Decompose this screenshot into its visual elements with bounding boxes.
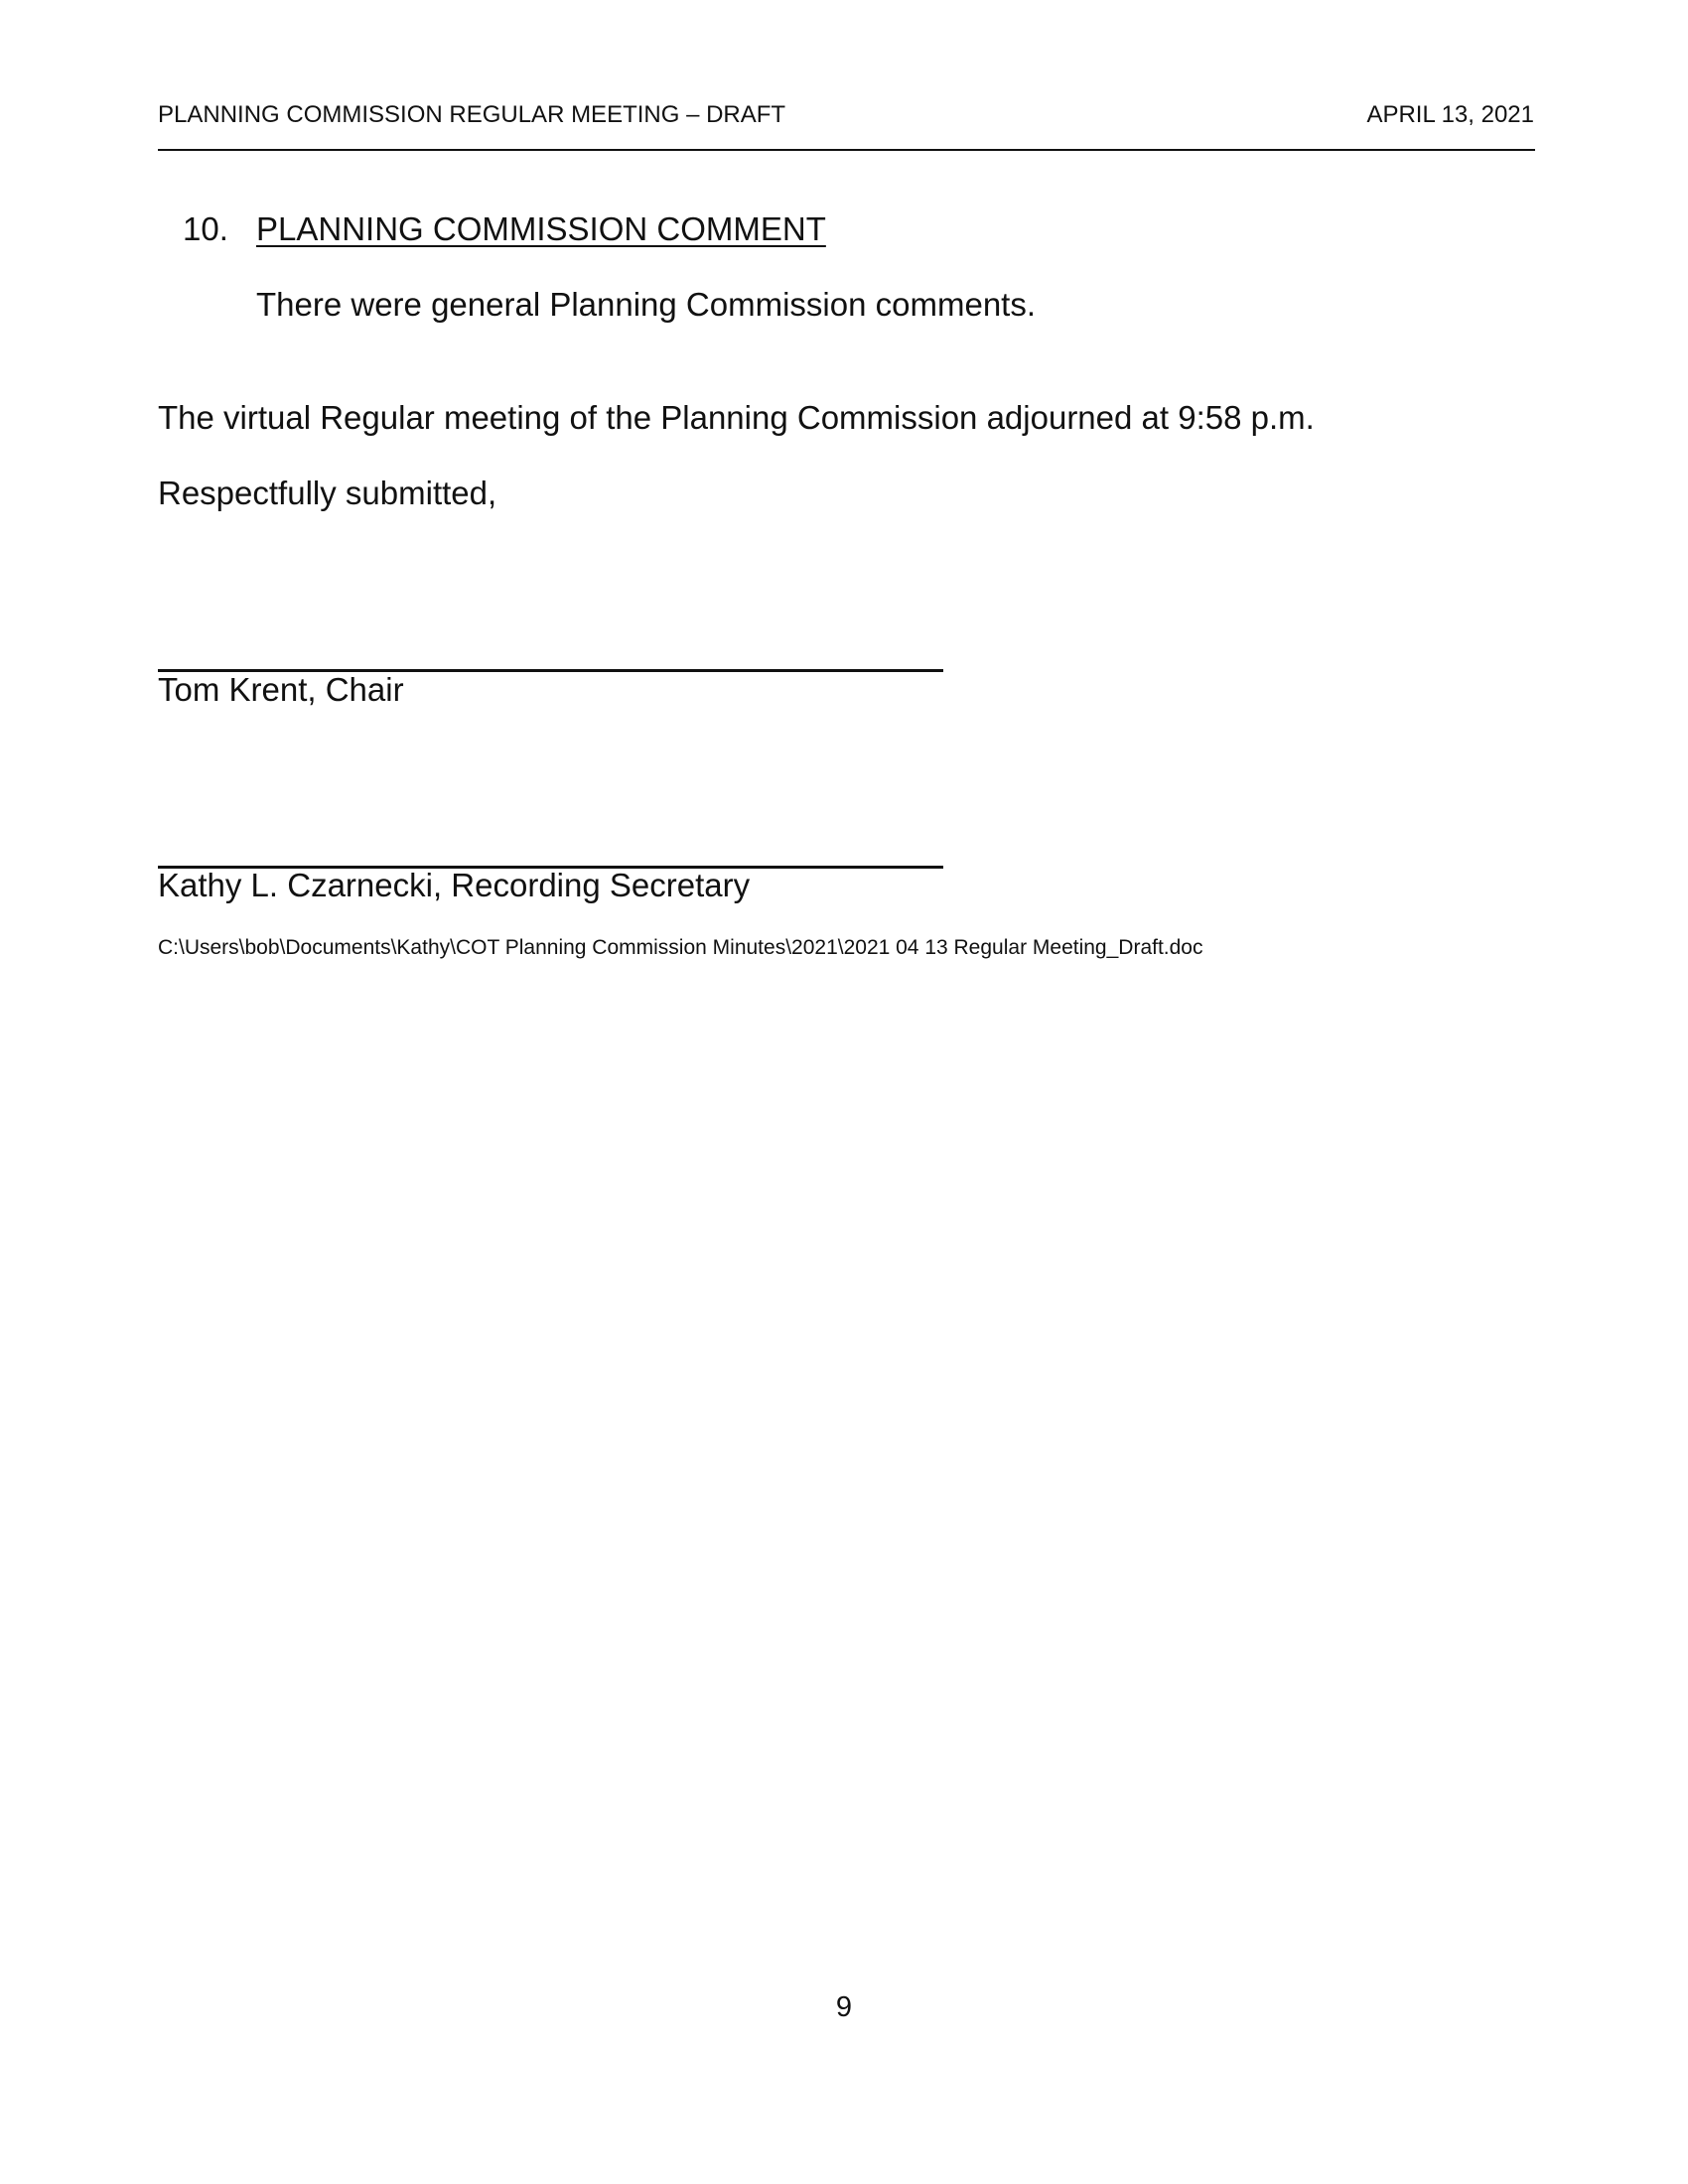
signature-name-secretary: Kathy L. Czarnecki, Recording Secretary — [158, 867, 751, 903]
adjournment-statement: The virtual Regular meeting of the Planning Commission adjourned at 9:58 p.m. — [158, 399, 1315, 436]
section-body: There were general Planning Commission comments. — [256, 286, 1037, 323]
header-title: PLANNING COMMISSION REGULAR MEETING – DRAFT — [158, 101, 786, 128]
section-number: 10. — [183, 210, 228, 247]
signature-name-chair: Tom Krent, Chair — [158, 671, 404, 708]
header-rule — [158, 149, 1535, 151]
section-title: PLANNING COMMISSION COMMENT — [256, 210, 826, 247]
page-header — [158, 95, 1534, 129]
header-date: APRIL 13, 2021 — [1366, 101, 1534, 128]
file-path: C:\Users\bob\Documents\Kathy\COT Planning Commission Minutes\2021\2021 04 13 Regular Meeting_Draft.doc — [158, 936, 1203, 959]
page-number: 9 — [835, 1991, 853, 2023]
section-heading — [183, 209, 826, 249]
closing-line: Respectfully submitted, — [158, 475, 497, 511]
